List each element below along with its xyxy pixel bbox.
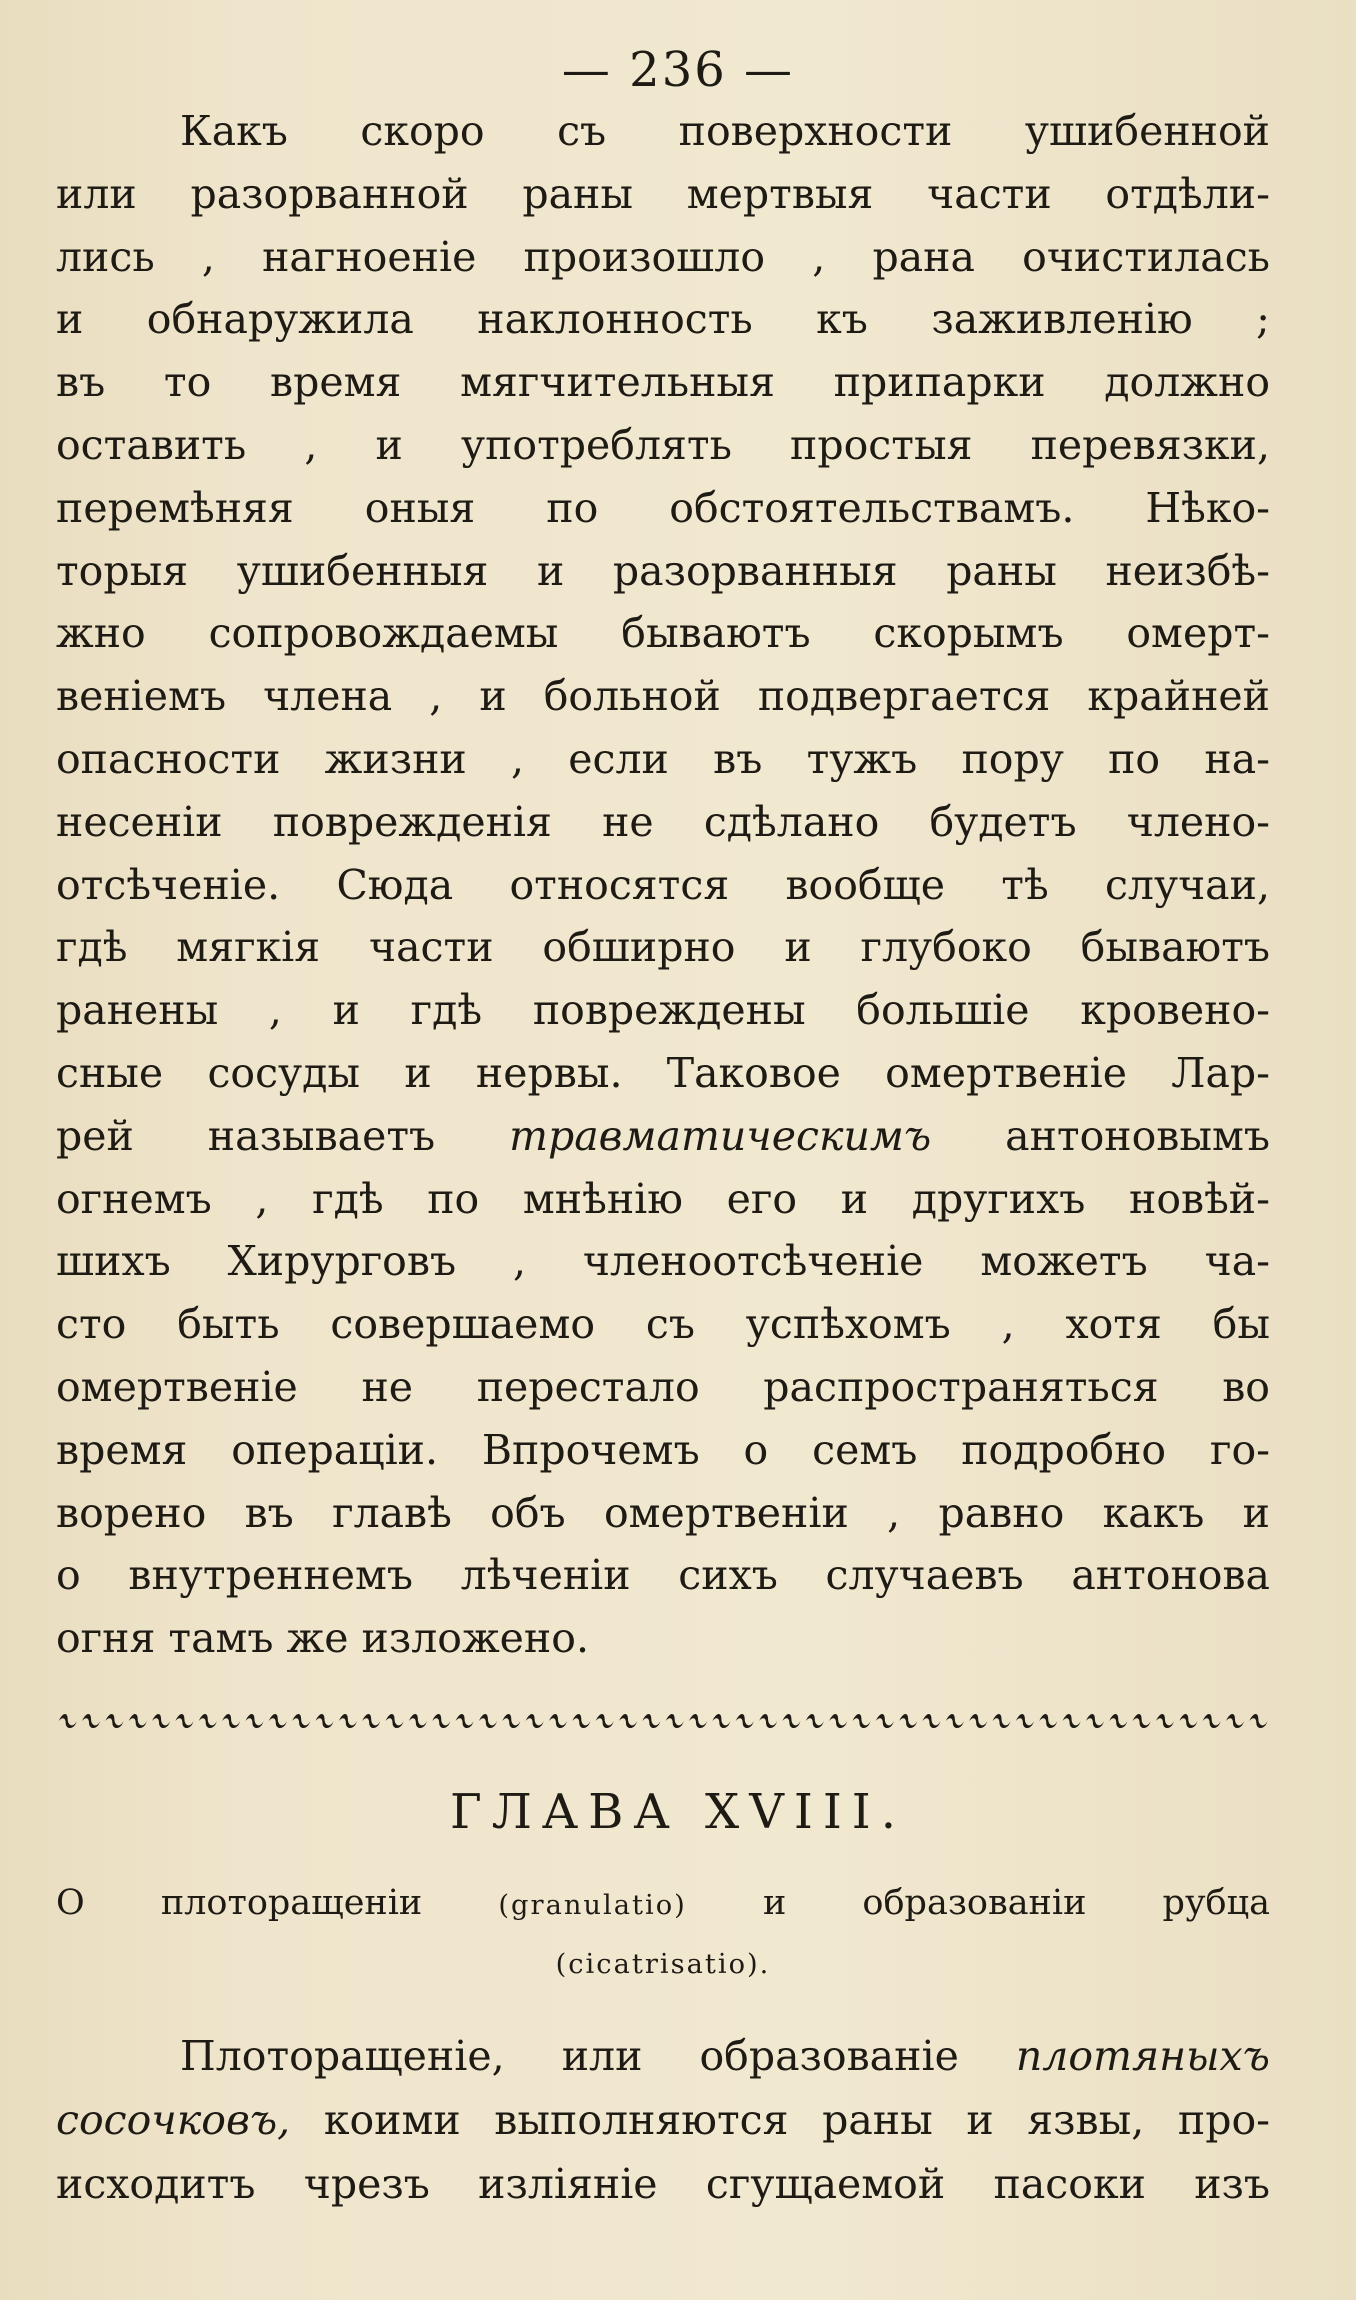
ornament-mark (596, 1714, 614, 1728)
ornament-mark (759, 1714, 777, 1728)
ornament-mark (666, 1714, 684, 1728)
ornament-mark (432, 1714, 450, 1728)
text-line: опасности жизни , если въ тужъ пору по на- (56, 734, 1270, 783)
ornament-mark (386, 1714, 404, 1728)
ornament-mark (409, 1714, 427, 1728)
text-line: омертвеніе не перестало распространяться во (56, 1362, 1270, 1411)
latin-term: (cicatrisatio). (555, 1949, 771, 1980)
text-line: или разорванной раны мертвыя части отдѣли- (56, 169, 1270, 218)
ornament-mark (969, 1714, 987, 1728)
ornament-mark (736, 1714, 754, 1728)
text-line: торыя ушибенныя и разорванныя раны неизбѣ- (56, 546, 1270, 595)
text-fragment: Плоторащеніе, или образованіе (180, 2032, 959, 2080)
text-fragment: коими выполняются раны и язвы, про- (323, 2096, 1270, 2144)
page-number: — 236 — (561, 42, 795, 98)
ornament-mark (899, 1714, 917, 1728)
ornament-mark (362, 1714, 380, 1728)
ornament-mark (59, 1714, 77, 1728)
text-line: оставить , и употреблять простыя перевязки, (56, 420, 1270, 469)
text-line: время операціи. Впрочемъ о семъ подробно го- (56, 1425, 1270, 1474)
text-line: сные сосуды и нервы. Таковое омертвеніе Лар- (56, 1048, 1270, 1097)
ornament-mark (993, 1714, 1011, 1728)
text-line: ворено въ главѣ объ омертвеніи , равно какъ и (56, 1488, 1270, 1537)
ornament-mark (152, 1714, 170, 1728)
text-line: сто быть совершаемо съ успѣхомъ , хотя бы (56, 1300, 1270, 1349)
ornament-mark (315, 1714, 333, 1728)
text-line: о внутреннемъ лѣченіи сихъ случаевъ антонова (56, 1551, 1270, 1600)
ornament-mark (572, 1714, 590, 1728)
ornament-mark (526, 1714, 544, 1728)
ornament-mark (292, 1714, 310, 1728)
ornamental-divider (56, 1706, 1270, 1736)
text-line: веніемъ члена , и больной подвергается крайней (56, 672, 1270, 721)
text-line: жно сопровождаемы бываютъ скорымъ омерт- (56, 609, 1270, 658)
ornament-mark (852, 1714, 870, 1728)
ornament-mark (1249, 1714, 1267, 1728)
subtitle-line (56, 1872, 1270, 1934)
chapter-subtitle (56, 1872, 1270, 1996)
ornament-mark (269, 1714, 287, 1728)
text-line: несеніи поврежденія не сдѣлано будетъ члено- (56, 797, 1270, 846)
ornament-mark (502, 1714, 520, 1728)
latin-term: (granulatio) (498, 1890, 687, 1921)
chapter-paragraph (56, 2024, 1270, 2216)
text-line: и обнаружила наклонность къ заживленію ; (56, 295, 1270, 344)
ornament-mark (806, 1714, 824, 1728)
text-line: Какъ скоро съ поверхности ушибенной (180, 107, 1270, 155)
ornament-mark (782, 1714, 800, 1728)
text-line: лись , нагноеніе произошло , рана очистилась (56, 232, 1270, 281)
subtitle-text: и образованіи рубца (762, 1883, 1270, 1923)
ornament-mark (82, 1714, 100, 1728)
ornament-mark (946, 1714, 964, 1728)
ornament-mark (245, 1714, 263, 1728)
ornament-mark (456, 1714, 474, 1728)
ornament-mark (549, 1714, 567, 1728)
ornament-mark (1203, 1714, 1221, 1728)
text-line: отсѣченіе. Сюда относятся вообще тѣ случаи, (56, 860, 1270, 909)
ornament-mark (642, 1714, 660, 1728)
ornament-mark (105, 1714, 123, 1728)
ornament-mark (1086, 1714, 1104, 1728)
text-line (56, 2024, 1270, 2088)
ornament-mark (712, 1714, 730, 1728)
italic-term: плотяныхъ (1015, 2032, 1270, 2080)
ornament-mark (1039, 1714, 1057, 1728)
ornament-mark (479, 1714, 497, 1728)
italic-term: травматическимъ (509, 1111, 932, 1160)
text-line (56, 2088, 1270, 2152)
ornament-mark (876, 1714, 894, 1728)
ornament-mark (689, 1714, 707, 1728)
ornament-mark (199, 1714, 217, 1728)
ornament-mark (1156, 1714, 1174, 1728)
text-line: ранены , и гдѣ повреждены большіе кровено- (56, 986, 1270, 1035)
ornament-mark (922, 1714, 940, 1728)
text-line: въ то время мягчительныя припарки должно (56, 358, 1270, 407)
ornament-mark (1016, 1714, 1034, 1728)
ornament-mark (829, 1714, 847, 1728)
ornament-mark (619, 1714, 637, 1728)
subtitle-text: О плоторащеніи (56, 1883, 423, 1923)
paragraph (56, 100, 1270, 1670)
text-line: гдѣ мягкія части обширно и глубоко бываютъ (56, 923, 1270, 972)
text-line: исходитъ чрезъ изліяніе сгущаемой пасоки изъ (56, 2160, 1270, 2208)
chapter-title: ГЛАВА XVIII. (449, 1784, 907, 1840)
ornament-mark (1226, 1714, 1244, 1728)
text-line: шихъ Хирурговъ , членоотсѣченіе можетъ ча- (56, 1237, 1270, 1286)
ornament-mark (1133, 1714, 1151, 1728)
ornament-mark (129, 1714, 147, 1728)
text-line: перемѣняя оныя по обстоятельствамъ. Нѣко- (56, 483, 1270, 532)
ornament-mark (175, 1714, 193, 1728)
ornament-mark (222, 1714, 240, 1728)
ornament-mark (1063, 1714, 1081, 1728)
ornament-mark (1109, 1714, 1127, 1728)
ornament-mark (1179, 1714, 1197, 1728)
italic-term: сосочковъ, (56, 2096, 291, 2144)
text-line: огня тамъ же изложено. (56, 1614, 589, 1663)
text-line: огнемъ , гдѣ по мнѣнію его и другихъ новѣй- (56, 1174, 1270, 1223)
ornament-mark (339, 1714, 357, 1728)
text-line: рей называетъ травматическимъ антоновымъ (56, 1111, 1270, 1160)
